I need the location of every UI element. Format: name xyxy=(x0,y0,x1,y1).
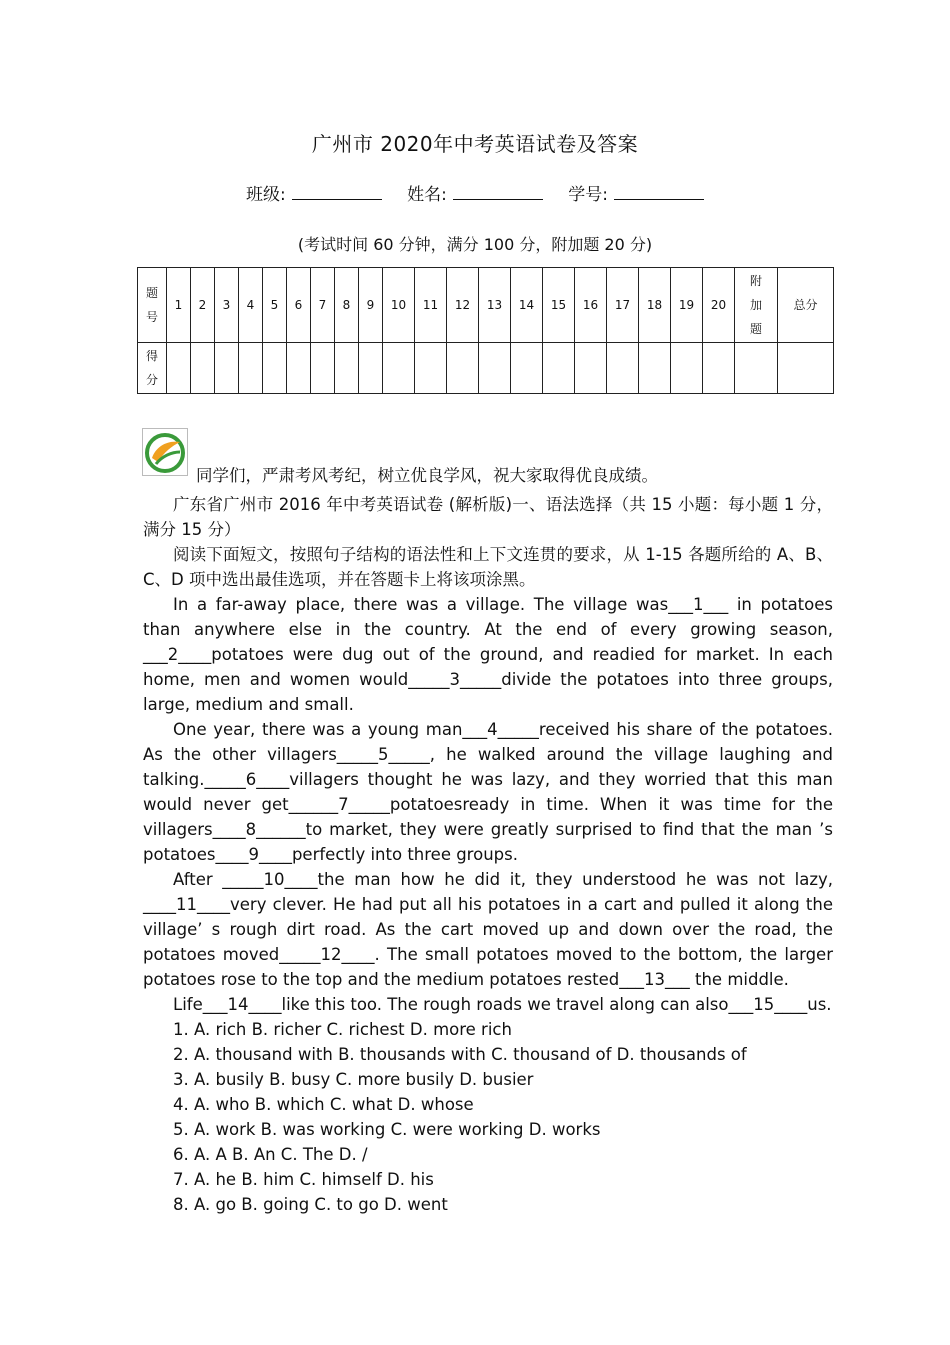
name-field xyxy=(407,180,543,205)
score-cell-extra xyxy=(735,343,778,394)
id-field xyxy=(568,180,704,205)
passage-paragraph: Life___14____like this too. The rough roads we travel along can also___15____us. xyxy=(173,995,832,1014)
col-5: 5 xyxy=(263,268,287,343)
col-12: 12 xyxy=(447,268,479,343)
question-option: 5. A. work B. was working C. were working D. works xyxy=(173,1120,601,1139)
leaf-circle-logo-icon xyxy=(142,428,188,476)
col-10: 10 xyxy=(383,268,415,343)
score-table xyxy=(137,267,834,394)
col-4: 4 xyxy=(239,268,263,343)
col-19: 19 xyxy=(671,268,703,343)
score-cell xyxy=(415,343,447,394)
col-total: 总分 xyxy=(778,268,834,343)
col-extra: 附加题 xyxy=(735,268,778,343)
passage-paragraph: After _____10____the man how he did it, they understood he was not lazy, ____11____very clever. He had put all his potatoes in a cart and pulled it along the village’ s rough dirt road. As the cart moved up and down over the road, the potatoes moved_____12____. The small potatoes moved to the bottom, the larger potatoes rose to the top and the medium potatoes rested___13___ the middle. xyxy=(143,870,833,989)
question-option: 1. A. rich B. richer C. richest D. more rich xyxy=(173,1020,512,1039)
col-6: 6 xyxy=(287,268,311,343)
score-cell xyxy=(239,343,263,394)
greeting-text: 同学们，严肃考风考纪，树立优良学风，祝大家取得优良成绩。 xyxy=(196,466,658,485)
score-cell xyxy=(543,343,575,394)
class-field xyxy=(246,180,382,205)
col-17: 17 xyxy=(607,268,639,343)
score-cell xyxy=(287,343,311,394)
score-cell xyxy=(311,343,335,394)
score-cell xyxy=(671,343,703,394)
score-table-header-row xyxy=(138,268,834,343)
score-cell xyxy=(359,343,383,394)
score-cell xyxy=(215,343,239,394)
exam-note: (考试时间 60 分钟，满分 100 分，附加题 20 分) xyxy=(297,235,653,254)
score-cell xyxy=(511,343,543,394)
col-20: 20 xyxy=(703,268,735,343)
score-cell xyxy=(191,343,215,394)
name-label: 姓名: xyxy=(407,185,447,205)
question-option: 6. A. A B. An C. The D. / xyxy=(173,1145,368,1164)
col-8: 8 xyxy=(335,268,359,343)
score-cell-total xyxy=(778,343,834,394)
score-table-score-row xyxy=(138,343,834,394)
passage-paragraph: In a far-away place, there was a village. The village was___1___ in potatoes than anywhere else in the country. At the end of every growing season, ___2____potatoes were dug out of the ground, and readied for market. In each home, men and women would_____3_____divide the potatoes into three groups, large, medium and small. xyxy=(143,595,833,714)
col-15: 15 xyxy=(543,268,575,343)
student-info xyxy=(0,180,950,205)
name-blank xyxy=(453,185,543,200)
score-cell xyxy=(167,343,191,394)
question-option: 3. A. busily B. busy C. more busily D. busier xyxy=(173,1070,534,1089)
score-cell xyxy=(703,343,735,394)
row-label-question: 题号 xyxy=(138,268,167,343)
score-cell xyxy=(383,343,415,394)
col-13: 13 xyxy=(479,268,511,343)
exam-content xyxy=(143,492,833,1217)
score-cell xyxy=(335,343,359,394)
col-18: 18 xyxy=(639,268,671,343)
col-16: 16 xyxy=(575,268,607,343)
col-3: 3 xyxy=(215,268,239,343)
col-1: 1 xyxy=(167,268,191,343)
question-option: 4. A. who B. which C. what D. whose xyxy=(173,1095,474,1114)
score-cell xyxy=(575,343,607,394)
class-blank xyxy=(292,185,382,200)
row-label-score: 得分 xyxy=(138,343,167,394)
score-cell xyxy=(607,343,639,394)
question-option: 8. A. go B. going C. to go D. went xyxy=(173,1195,448,1214)
score-cell xyxy=(263,343,287,394)
id-label: 学号: xyxy=(568,185,608,205)
col-2: 2 xyxy=(191,268,215,343)
col-14: 14 xyxy=(511,268,543,343)
score-cell xyxy=(447,343,479,394)
score-cell xyxy=(639,343,671,394)
question-option: 2. A. thousand with B. thousands with C. thousand of D. thousands of xyxy=(173,1045,747,1064)
section-intro: 广东省广州市 2016 年中考英语试卷 (解析版)一、语法选择（共 15 小题：每小题 1 分，满分 15 分） xyxy=(143,495,833,539)
section-instructions: 阅读下面短文，按照句子结构的语法性和上下文连贯的要求，从 1-15 各题所给的 A、B、C、D 项中选出最佳选项，并在答题卡上将该项涂黑。 xyxy=(143,545,833,589)
question-option: 7. A. he B. him C. himself D. his xyxy=(173,1170,434,1189)
class-label: 班级: xyxy=(245,185,286,205)
passage-paragraph: One year, there was a young man___4_____received his share of the potatoes. As the other villagers_____5_____, he walked around the village laughing and talking._____6____villagers thought he was lazy, and they worried that this man would never get______7_____potatoesready in time. When it was time for the villagers____8______to market, they were greatly surprised to find that the man ’s potatoes____9____perfectly into three groups. xyxy=(143,720,833,864)
col-7: 7 xyxy=(311,268,335,343)
score-cell xyxy=(479,343,511,394)
col-11: 11 xyxy=(415,268,447,343)
col-9: 9 xyxy=(359,268,383,343)
page-title: 广州市 2020年中考英语试卷及答案 xyxy=(311,132,639,156)
id-blank xyxy=(614,185,704,200)
